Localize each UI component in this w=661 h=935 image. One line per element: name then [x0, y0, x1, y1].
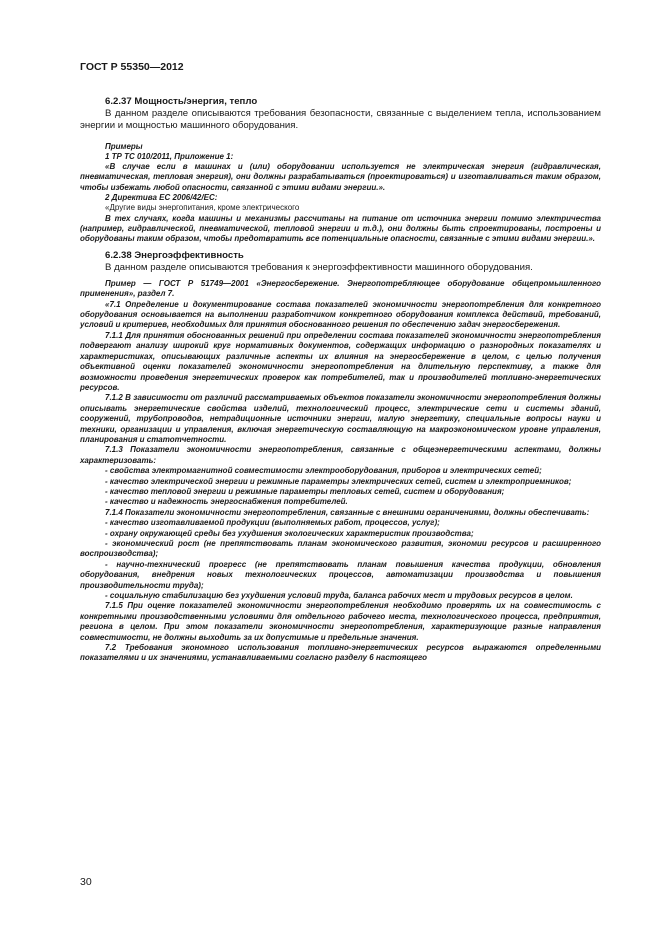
- clause-7-1-1: 7.1.1 Для принятия обоснованных решений при определении состава показателей экономичности энергопотребления подвергают анализу широкий круг нормативных документов, содержащих информацию о разнородных показателях и характеристиках, описывающих различные аспекты их влияния на энергосбережение в целом, с целью получения объективной оценки показателей экономичности энергопотребления на длительную перспективу, а также для возможности проведения энергетических проверок как потребителей, так и производителей топливно-энергетических ресурсов.: [80, 330, 601, 392]
- page-content: [80, 96, 601, 664]
- list-item: - экономический рост (не препятствовать планам экономического развития, экономии ресурсов и расширенного воспроизводства);: [80, 539, 601, 559]
- clause-7-1-2: 7.1.2 В зависимости от различий рассматриваемых объектов показатели экономичности энергопотребления должны описывать энергетические свойства изделий, технологический процесс, электрические сети и системы зданий, сооружений, трубопроводов, нетрадиционные источники энергии, малую энергетику, специальные вопросы науки и техники, организации и управления, включая энергетическую составляющую на макроэкономическом уровне управления, планирования и статотчетности.: [80, 393, 601, 444]
- clause-7-1-3: 7.1.3 Показатели экономичности энергопотребления, связанные с общеэнергетическими аспектами, должны характеризовать:: [80, 445, 601, 465]
- clause-7-1-4: 7.1.4 Показатели экономичности энергопотребления, связанные с внешними ограничениями, должны обеспечивать:: [105, 507, 590, 517]
- section-intro-6-2-37: В данном разделе описываются требования безопасности, связанные с выделением тепла, использованием энергии и мощностью машинного оборудования.: [80, 108, 601, 131]
- list-item: - качество электрической энергии и режимные параметры электрических сетей, систем и электроприемников;: [105, 476, 572, 486]
- list-item: - свойства электромагнитной совместимости электрооборудования, приборов и электрических сетей;: [105, 466, 542, 476]
- list-item: - качество и надежность энергоснабжения потребителей.: [105, 497, 348, 507]
- page-number: 30: [80, 876, 92, 888]
- example-1-text: «В случае если в машинах и (или) оборудовании используется не электрическая энергия (гидравлическая, пневматическая, тепловая энергия), они должны разрабатываться (проектироваться) и изготавливаться таким образом, чтобы избежать любой опасности, связанной с этими видами энергии.».: [80, 162, 601, 192]
- example-2-text: В тех случаях, когда машины и механизмы рассчитаны на питание от источника энергии помимо электричества (например, гидравлической, пневматической, тепловой энергии и т.д.), они должны быть спроектированы, построены и оборудованы таким образом, чтобы предотвратить все потенциальные опасности, связанные с этими видами энергии.».: [80, 213, 601, 244]
- list-item: - качество изготавливаемой продукции (выполняемых работ, процессов, услуг);: [105, 518, 440, 528]
- section-heading-6-2-37: 6.2.37 Мощность/энергия, тепло: [105, 96, 258, 107]
- examples-title: Примеры: [105, 142, 143, 151]
- section-heading-6-2-38: 6.2.38 Энергоэффективность: [105, 249, 244, 261]
- list-item: - научно-технический прогресс (не препятствовать планам повышения качества продукции, обновления оборудования, внедрения новых технологических процессов, автоматизации производства и повышения производительности труда);: [80, 559, 601, 590]
- clause-7-1-5: 7.1.5 При оценке показателей экономичности энергопотребления необходимо проверять их на совместимость с конкретными производственными условиями для отдельного рабочего места, технологического процесса, предприятия, региона в целом. При этом показатели экономичности энергопотребления, характеризующие разные направления совместимости, не должны выходить за их допустимые и предельные значения.: [80, 601, 601, 642]
- clause-7-1: «7.1 Определение и документирование состава показателей экономичности энергопотребления для конкретного оборудования основывается на выполнении разработчиком конкретного оборудования комплекса действий, требований, условий и критериев, необходимых для принятия обоснованного решения по обеспечению задач энергосбережения.: [80, 299, 601, 330]
- example-2-title: 2 Директива ЕС 2006/42/ЕС:: [105, 193, 218, 203]
- list-item: - социальную стабилизацию без ухудшения условий труда, баланса рабочих мест и трудовых ресурсов в целом.: [105, 591, 573, 601]
- example-lead: Пример — ГОСТ Р 51749—2001 «Энергосбережение. Энергопотребляющее оборудование общепромышленного применения», раздел 7.: [80, 278, 601, 299]
- list-item: - охрану окружающей среды без ухудшения экологических характеристик производства;: [105, 528, 474, 538]
- document-code: ГОСТ Р 55350—2012: [80, 61, 184, 73]
- list-item: - качество тепловой энергии и режимные параметры тепловых сетей, систем и оборудования;: [105, 486, 505, 496]
- example-2-quote: «Другие виды энергопитания, кроме электрического: [105, 203, 300, 213]
- section-intro-6-2-38: В данном разделе описываются требования к энергоэффективности машинного оборудования.: [105, 261, 533, 273]
- example-1-title: 1 ТР ТС 010/2011, Приложение 1:: [105, 152, 234, 161]
- clause-7-2: 7.2 Требования экономного использования топливно-энергетических ресурсов выражаются определенными показателями и их значениями, устанавливаемыми согласно разделу 6 настоящего: [80, 643, 601, 663]
